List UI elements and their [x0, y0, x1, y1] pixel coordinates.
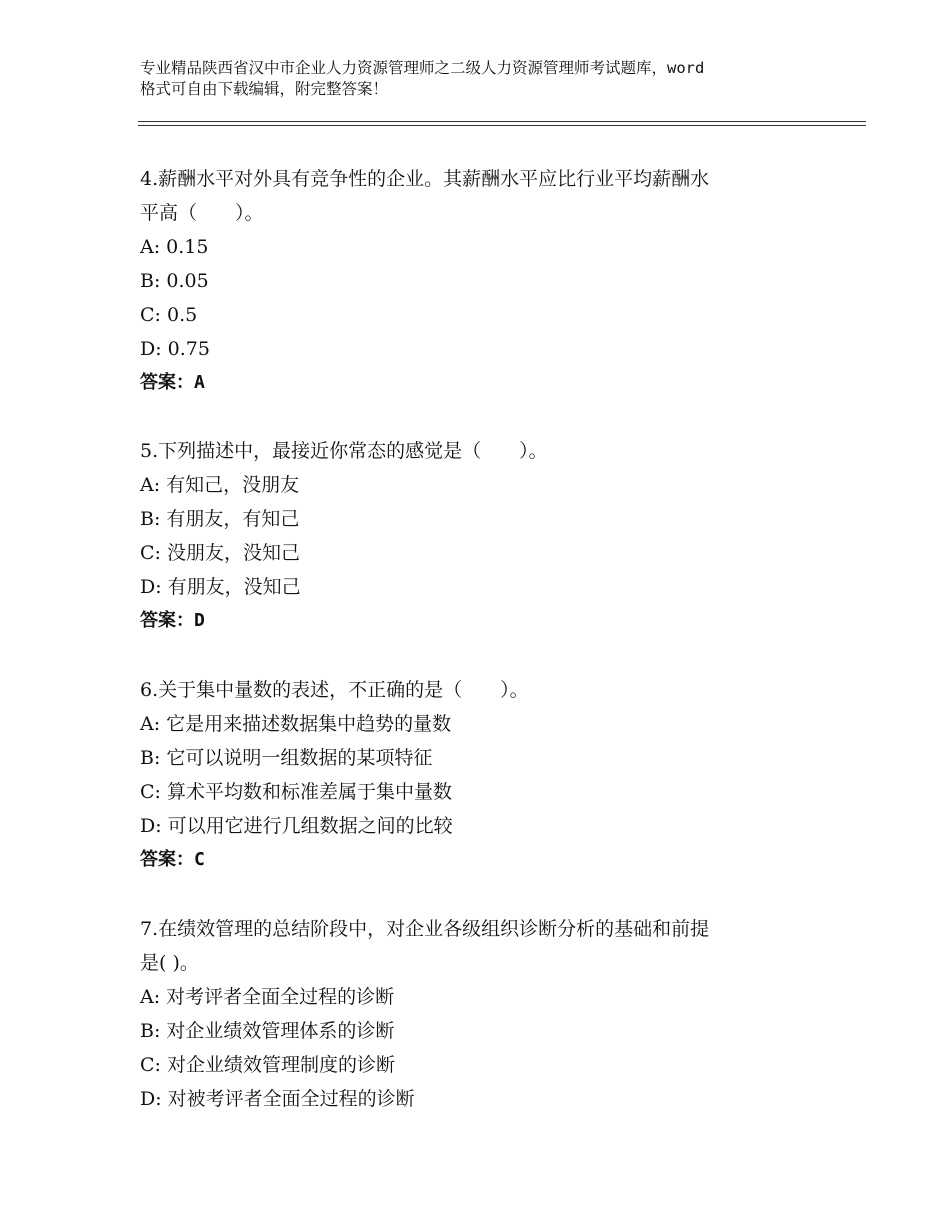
answer: 答案：A	[140, 372, 205, 393]
header-title-line-2: 格式可自由下载编辑，附完整答案！	[140, 80, 389, 98]
option-b: B: 有朋友，有知己	[140, 508, 300, 530]
option-c: C: 对企业绩效管理制度的诊断	[140, 1054, 395, 1076]
option-a: A: 对考评者全面全过程的诊断	[140, 986, 395, 1008]
question-5	[140, 434, 820, 638]
question-stem-line-2: 平高（ ）。	[140, 202, 264, 224]
question-stem-line-1: 5.下列描述中，最接近你常态的感觉是（ ）。	[140, 440, 548, 462]
option-b: B: 对企业绩效管理体系的诊断	[140, 1020, 395, 1042]
question-stem-line-2: 是( )。	[140, 952, 199, 974]
option-a: A: 它是用来描述数据集中趋势的量数	[140, 713, 452, 735]
option-c: C: 算术平均数和标准差属于集中量数	[140, 781, 452, 803]
header-divider-top	[138, 121, 866, 122]
option-d: D: 有朋友，没知己	[140, 576, 301, 598]
option-b: B: 它可以说明一组数据的某项特征	[140, 747, 433, 769]
question-stem-line-1: 7.在绩效管理的总结阶段中，对企业各级组织诊断分析的基础和前提	[140, 918, 710, 940]
header-divider-bottom	[138, 125, 866, 126]
question-stem-line-1: 4.薪酬水平对外具有竞争性的企业。其薪酬水平应比行业平均薪酬水	[140, 168, 710, 190]
option-a: A: 0.15	[140, 236, 209, 258]
option-c: C: 没朋友，没知己	[140, 542, 300, 564]
question-stem-line-1: 6.关于集中量数的表述，不正确的是（ ）。	[140, 679, 529, 701]
header-title-line-1: 专业精品陕西省汉中市企业人力资源管理师之二级人力资源管理师考试题库，word	[140, 59, 705, 77]
option-a: A: 有知己，没朋友	[140, 474, 300, 496]
answer: 答案：C	[140, 849, 205, 870]
document-header	[140, 58, 860, 100]
answer: 答案：D	[140, 610, 205, 631]
question-7	[140, 912, 820, 1116]
option-d: D: 0.75	[140, 338, 210, 360]
option-b: B: 0.05	[140, 270, 209, 292]
question-4	[140, 162, 820, 400]
option-c: C: 0.5	[140, 304, 198, 326]
option-d: D: 对被考评者全面全过程的诊断	[140, 1088, 415, 1110]
option-d: D: 可以用它进行几组数据之间的比较	[140, 815, 453, 837]
question-6	[140, 673, 820, 877]
